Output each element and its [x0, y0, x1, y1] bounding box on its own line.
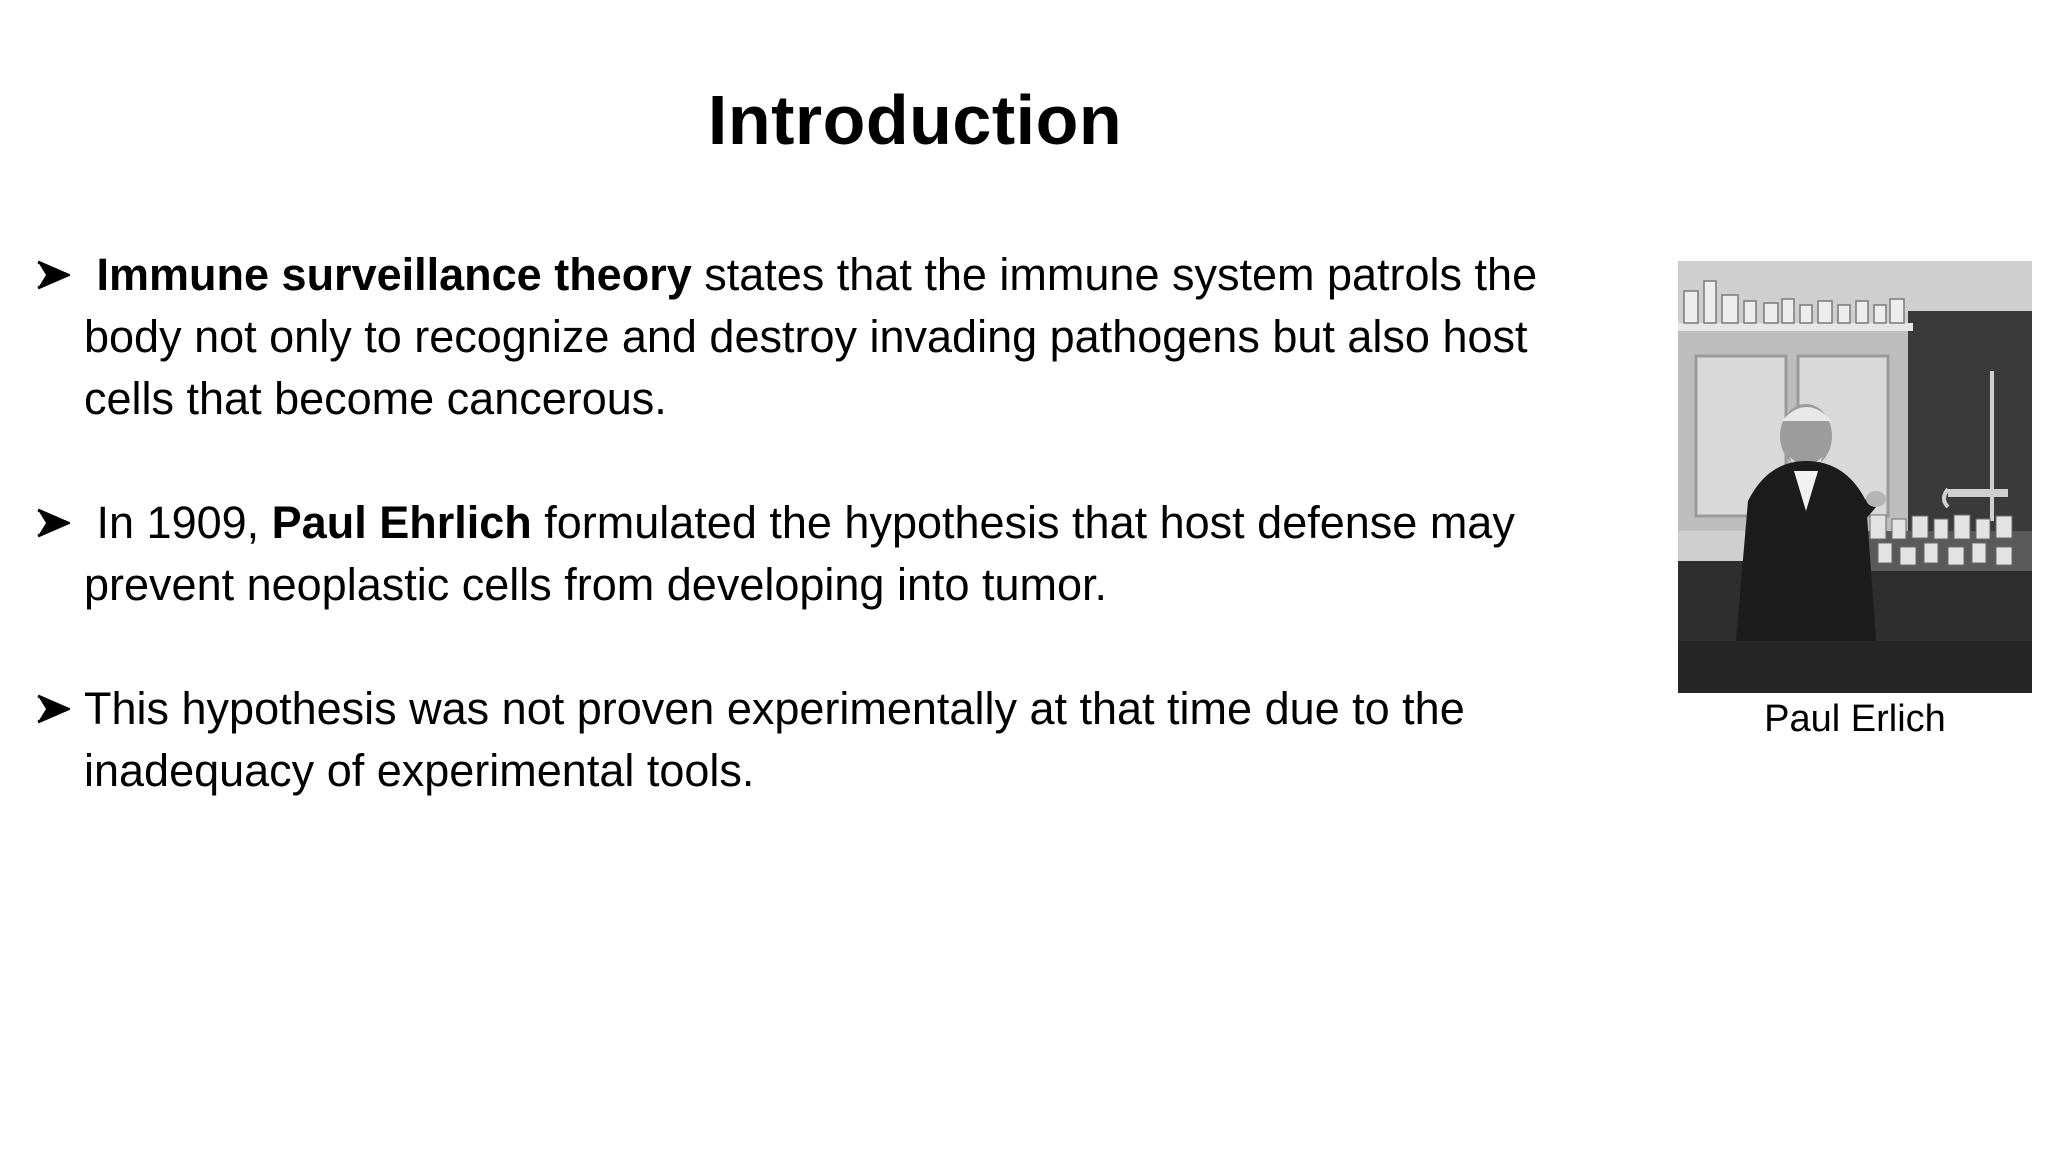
bullet-body-text: This hypothesis was not proven experimentally at that time due to the inadequacy of experimental tools. [84, 683, 1465, 796]
slide-title: Introduction [707, 81, 1123, 159]
bullet-text [84, 249, 1537, 424]
arrowhead-bullet-icon [36, 694, 70, 724]
bullet-text [84, 683, 1465, 796]
bullet-list [36, 244, 1616, 864]
bullet-bold-term: Immune surveillance theory [96, 249, 692, 300]
bullet-prefix-text: In 1909, [96, 497, 272, 548]
bullet-body-text: formulated the hypothesis that host defense may prevent neoplastic cells from developing into tumor. [84, 497, 1515, 610]
bullet-item [36, 492, 1616, 616]
photo-caption: Paul Erlich [1764, 698, 1946, 740]
arrowhead-bullet-icon [36, 508, 70, 538]
portrait-photo [1678, 261, 2032, 693]
bullet-item [36, 244, 1616, 430]
bullet-body-text: states that the immune system patrols the body not only to recognize and destroy invading pathogens but also host cells that become cancerous. [84, 249, 1538, 424]
arrowhead-bullet-icon [36, 260, 70, 290]
bullet-item [36, 678, 1616, 802]
bullet-text [84, 497, 1515, 610]
bullet-bold-term: Paul Ehrlich [271, 497, 532, 548]
portrait-photo-icon [1678, 261, 2032, 693]
